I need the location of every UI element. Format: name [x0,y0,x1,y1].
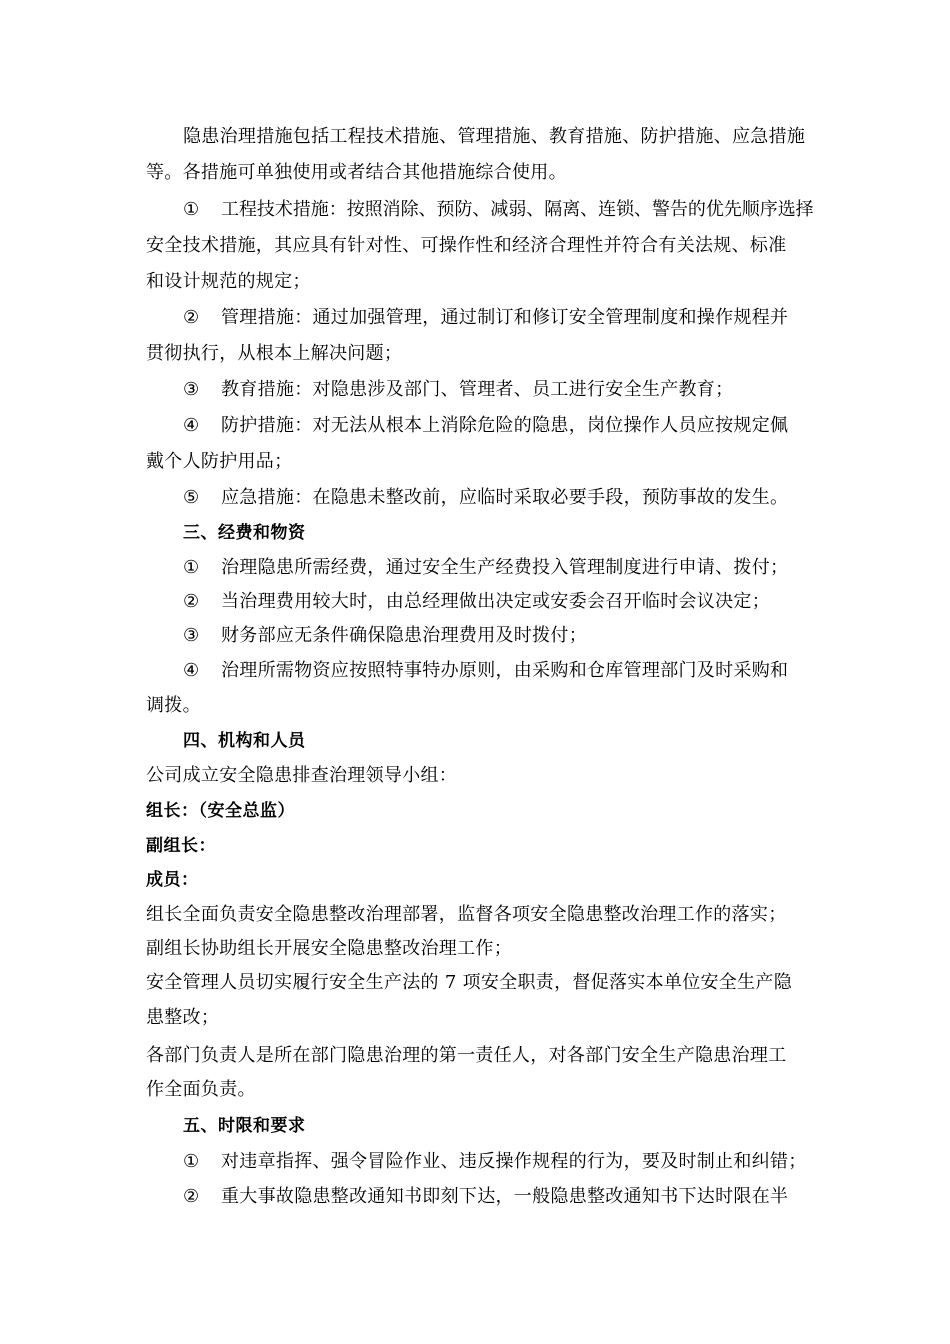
leader-label: 组长：（安全总监） [146,801,295,821]
measure-2-line-1 [183,306,788,330]
section-3-heading: 三、经费和物资 [183,523,306,543]
measure-4-text: 防护措施：对无法从根本上消除危险的隐患，岗位操作人员应按规定佩 [221,415,789,436]
section-3-item-2-text: 当治理费用较大时，由总经理做出决定或安委会召开临时会议决定； [221,591,770,612]
section-3-item-3-text: 财务部应无条件确保隐患治理费用及时拨付； [221,625,587,646]
measure-3-text: 教育措施：对隐患涉及部门、管理者、员工进行安全生产教育； [221,379,734,400]
list-marker: ① [183,1151,200,1172]
measure-2-line-2: 贯彻执行，从根本上解决问题； [146,343,403,364]
list-marker: ① [183,199,200,220]
list-marker: ② [183,591,200,612]
measure-4-line-2: 戴个人防护用品； [146,451,293,472]
list-marker: ② [183,307,200,328]
list-marker: ④ [183,660,200,681]
section-3-item-3 [183,624,587,648]
intro-line-2: 等。各措施可单独使用或者结合其他措施综合使用。 [146,162,567,183]
section-5-item-2-text: 重大事故隐患整改通知书即刻下达，一般隐患整改通知书下达时限在半 [221,1186,789,1207]
intro-line-1: 隐患治理措施包括工程技术措施、管理措施、教育措施、防护措施、应急措施 [183,126,806,147]
measure-1-text: 工程技术措施：按照消除、预防、减弱、隔离、连锁、警告的优先顺序选择 [221,199,814,220]
duty-line-3: 安全管理人员切实履行安全生产法的 7 项安全职责，督促落实本单位安全生产隐 [146,972,792,993]
section-3-item-2 [183,590,770,614]
measure-5-text: 应急措施：在隐患未整改前，应临时采取必要手段，预防事故的发生。 [221,487,789,508]
duty-line-1: 组长全面负责安全隐患整改治理部署，监督各项安全隐患整改治理工作的落实； [146,904,787,925]
members-label: 成员： [146,870,199,890]
duty-line-2: 副组长协助组长开展安全隐患整改治理工作； [146,938,512,959]
measure-1-line-3: 和设计规范的规定； [146,271,311,292]
duty-line-6: 作全面负责。 [146,1079,256,1100]
measure-4-line-1 [183,414,788,438]
list-marker: ⑤ [183,487,200,508]
section-3-item-4-line-2: 调拨。 [146,695,201,716]
deputy-label: 副组长： [146,836,216,856]
measure-5-line-1 [183,486,788,510]
section-4-heading: 四、机构和人员 [183,731,306,751]
section-5-heading: 五、时限和要求 [183,1116,306,1136]
duty-line-4: 患整改； [146,1007,220,1028]
list-marker: ③ [183,625,200,646]
section-5-item-1-text: 对违章指挥、强令冒险作业、违反操作规程的行为，要及时制止和纠错； [221,1151,807,1172]
measure-1-line-2: 安全技术措施，其应具有针对性、可操作性和经济合理性并符合有关法规、标准 [146,235,787,256]
section-5-item-2 [183,1185,788,1209]
section-3-item-1 [183,556,788,580]
section-3-item-4-text: 治理所需物资应按照特事特办原则，由采购和仓库管理部门及时采购和 [221,660,789,681]
measure-3-line-1 [183,378,733,402]
duty-line-5: 各部门负责人是所在部门隐患治理的第一责任人，对各部门安全生产隐患治理工 [146,1045,787,1066]
list-marker: ① [183,557,200,578]
section-3-item-4 [183,659,788,683]
list-marker: ④ [183,415,200,436]
section-5-item-1 [183,1150,807,1174]
measure-1-line-1 [183,198,814,222]
measure-2-text: 管理措施：通过加强管理，通过制订和修订安全管理制度和操作规程并 [221,307,789,328]
section-3-item-1-text: 治理隐患所需经费，通过安全生产经费投入管理制度进行申请、拨付； [221,557,789,578]
list-marker: ② [183,1186,200,1207]
section-4-intro: 公司成立安全隐患排查治理领导小组： [146,765,458,786]
list-marker: ③ [183,379,200,400]
